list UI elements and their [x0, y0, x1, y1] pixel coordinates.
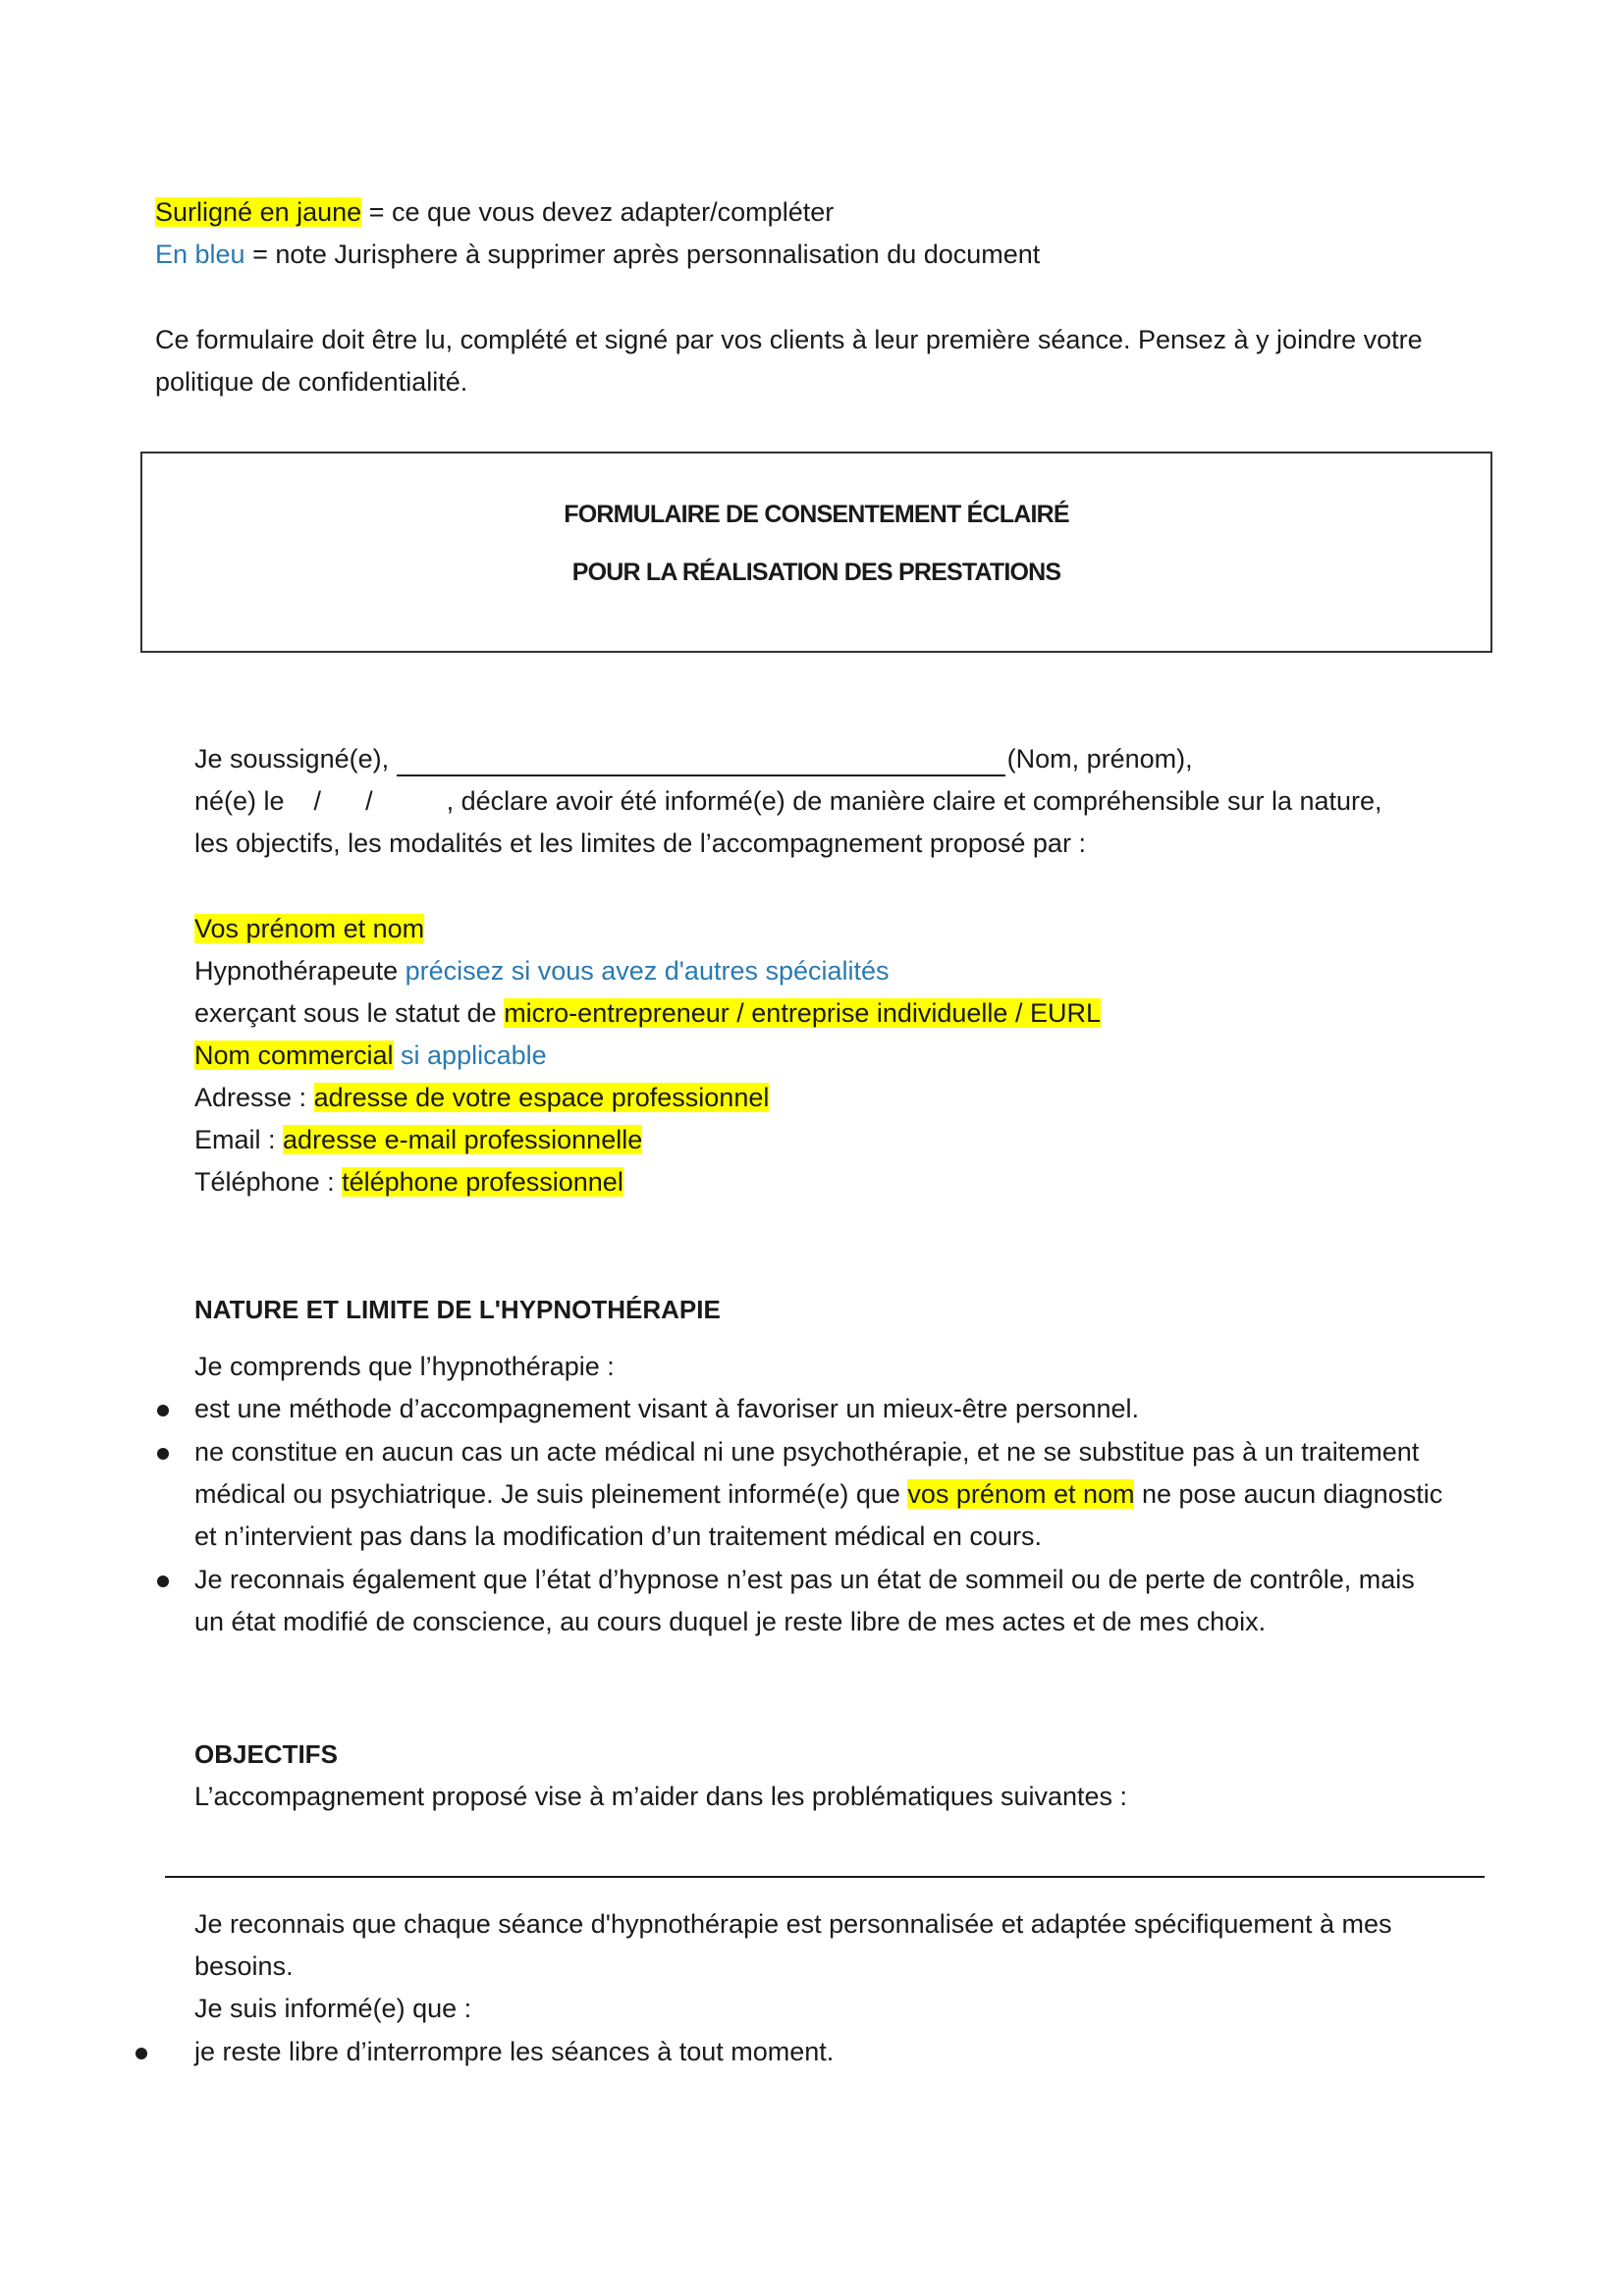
objectifs-intro: L’accompagnement proposé vise à m’aider dans les problématiques suivantes : [194, 1782, 1128, 1811]
declaration-suffix: (Nom, prénom), [1006, 744, 1193, 774]
form-subtitle: POUR LA RÉALISATION DES PRESTATIONS [571, 559, 1061, 586]
trade-name-value: Nom commercial [194, 1041, 394, 1070]
legend-blue-label: En bleu [155, 240, 245, 269]
practitioner-email [194, 1122, 642, 1157]
nature-bullet-1: est une méthode d’accompagnement visant à favoriser un mieux-être personnel. [194, 1394, 1140, 1423]
nature-bullet-3-line-1: Je reconnais également que l’état d’hypnose n’est pas un état de sommeil ou de perte de contrôle, mais [194, 1565, 1415, 1594]
objectifs-informed: Je suis informé(e) que : [194, 1994, 472, 2023]
nature-bullet-2-highlight: vos prénom et nom [907, 1479, 1135, 1509]
nature-intro: Je comprends que l’hypnothérapie : [194, 1352, 615, 1381]
practitioner-name [194, 911, 424, 946]
practitioner-status-value: micro-entrepreneur / entreprise individuelle / EURL [504, 998, 1101, 1028]
practitioner-trade-name [194, 1038, 547, 1073]
address-label: Adresse : [194, 1083, 314, 1112]
nature-bullet-3-line-2: un état modifié de conscience, au cours duquel je reste libre de mes actes et de mes choix. [194, 1607, 1267, 1636]
nature-bullet-2-line-3: et n’intervient pas dans la modification d’un traitement médical en cours. [194, 1522, 1042, 1551]
objectifs-paragraph-line-1: Je reconnais que chaque séance d'hypnothérapie est personnalisée et adaptée spécifiquement à mes [194, 1909, 1392, 1939]
declaration-prefix: Je soussigné(e), [194, 744, 390, 774]
legend-blue-text: = note Jurisphere à supprimer après personnalisation du document [244, 240, 1041, 269]
nature-heading: NATURE ET LIMITE DE L'HYPNOTHÉRAPIE [194, 1295, 721, 1324]
declaration-line-2: né(e) le / / , déclare avoir été informé(e) de manière claire et compréhensible sur la nature, [194, 786, 1382, 816]
nature-bullet-2-post: ne pose aucun diagnostic [1134, 1479, 1443, 1509]
practitioner-address [194, 1080, 769, 1115]
name-blank-field[interactable] [397, 747, 1005, 776]
email-value: adresse e-mail professionnelle [283, 1125, 643, 1154]
phone-label: Téléphone : [194, 1167, 343, 1197]
bullet-icon [157, 1405, 169, 1416]
practitioner-title-value: Hypnothérapeute [194, 956, 399, 986]
title-box [140, 452, 1492, 653]
nature-bullet-2-line-2 [194, 1476, 1442, 1512]
declaration-line-1 [194, 741, 1193, 776]
bullet-icon [157, 1448, 169, 1460]
legend-yellow [155, 194, 834, 230]
objectifs-bullet-1: je reste libre d’interrompre les séances à tout moment. [194, 2037, 835, 2066]
bullet-icon [135, 2048, 147, 2059]
nature-bullet-2-pre: médical ou psychiatrique. Je suis pleinement informé(e) que [194, 1479, 908, 1509]
address-value: adresse de votre espace professionnel [313, 1083, 770, 1112]
objectifs-paragraph-line-2: besoins. [194, 1951, 294, 1981]
practitioner-status-label: exerçant sous le statut de [194, 998, 505, 1028]
bullet-icon [157, 1575, 169, 1587]
intro-line-2: politique de confidentialité. [155, 367, 468, 397]
email-label: Email : [194, 1125, 284, 1154]
intro-line-1: Ce formulaire doit être lu, complété et signé par vos clients à leur première séance. Pensez à y joindre votre [155, 325, 1423, 354]
form-title: FORMULAIRE DE CONSENTEMENT ÉCLAIRÉ [564, 501, 1069, 528]
practitioner-name-value: Vos prénom et nom [194, 914, 425, 943]
legend-blue [155, 237, 1040, 272]
trade-name-note: si applicable [393, 1041, 547, 1070]
phone-value: téléphone professionnel [342, 1167, 623, 1197]
practitioner-status [194, 995, 1101, 1031]
practitioner-title [194, 953, 890, 988]
practitioner-phone [194, 1164, 623, 1200]
practitioner-title-note: précisez si vous avez d'autres spécialités [398, 956, 890, 986]
declaration-line-3: les objectifs, les modalités et les limites de l’accompagnement proposé par : [194, 828, 1086, 858]
legend-yellow-text: = ce que vous devez adapter/compléter [361, 197, 835, 227]
legend-yellow-label: Surligné en jaune [155, 197, 362, 227]
objectifs-heading: OBJECTIFS [194, 1739, 338, 1769]
nature-bullet-2-line-1: ne constitue en aucun cas un acte médical ni une psychothérapie, et ne se substitue pas à un traitement [194, 1437, 1420, 1467]
objectifs-answer-line[interactable] [165, 1876, 1485, 1878]
